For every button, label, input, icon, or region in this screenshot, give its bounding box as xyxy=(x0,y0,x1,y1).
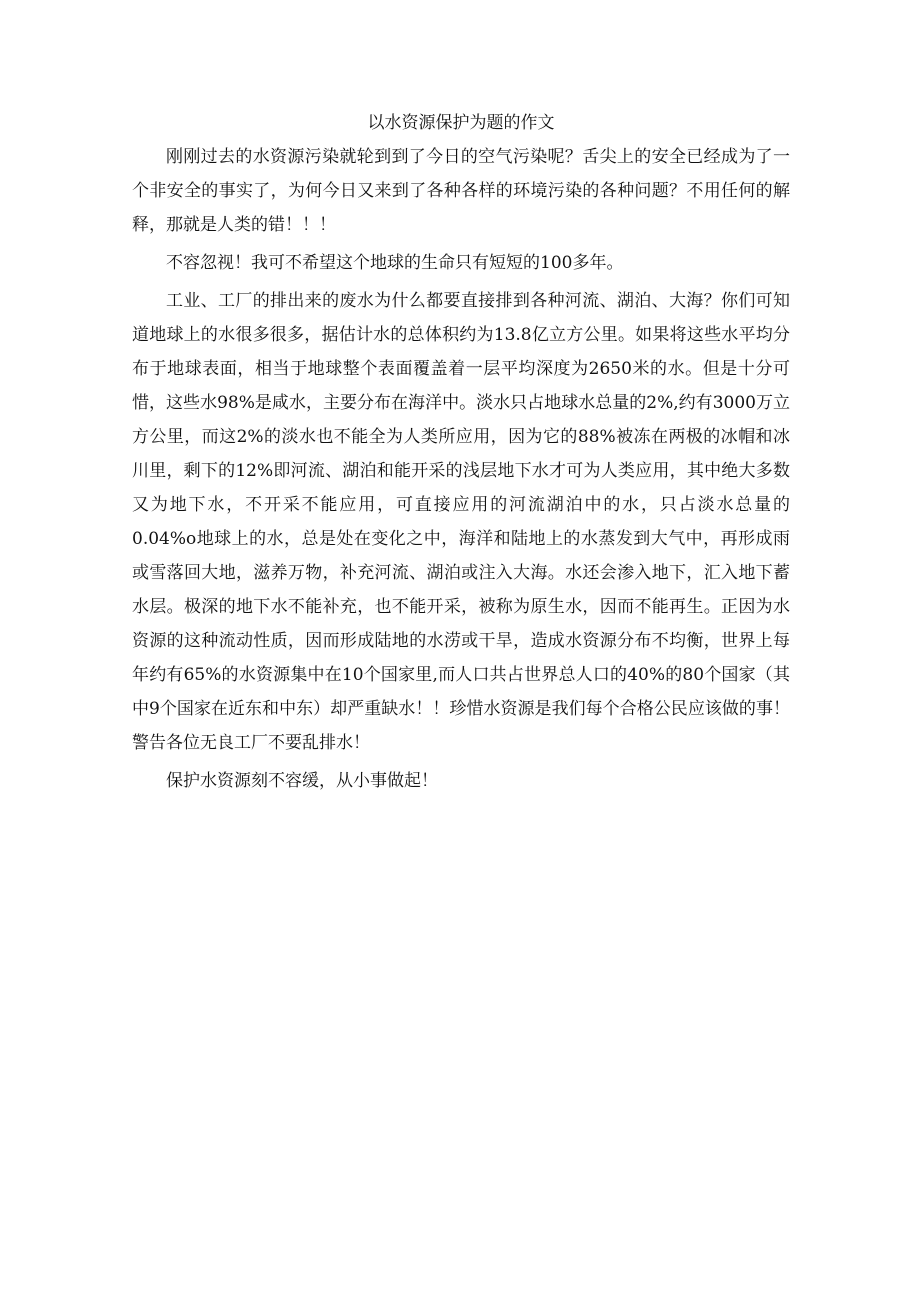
paragraph-2: 不容忽视！我可不希望这个地球的生命只有短短的100多年。 xyxy=(166,253,624,273)
paragraph-3: 工业、工厂的排出来的废水为什么都要直接排到各种河流、湖泊、大海？你们可知道地球上的水很多很多，据估计水的总体积约为13.8亿立方公里。如果将这些水平均分布于地球表面，相当于地球整个表面覆盖着一层平均深度为2650米的水。但是十分可惜，这些水98%是咸水，主要分布在海洋中。淡水只占地球水总量的2%,约有3000万立方公里，而这2%的淡水也不能全为人类所应用，因为它的88%被冻在两极的冰帽和冰川里，剩下的12%即河流、湖泊和能开采的浅层地下水才可为人类应用，其中绝大多数又为地下水，不开采不能应用，可直接应用的河流湖泊中的水，只占淡水总量的0.04%o地球上的水，总是处在变化之中，海洋和陆地上的水蒸发到大气中，再形成雨或雪落回大地，滋养万物，补充河流、湖泊或注入大海。水还会渗入地下，汇入地下蓄水层。极深的地下水不能补充，也不能开采，被称为原生水，因而不能再生。正因为水资源的这种流动性质，因而形成陆地的水涝或干旱，造成水资源分布不均衡，世界上每年约有65%的水资源集中在10个国家里,而人口共占世界总人口的40%的80个国家（其中9个国家在近东和中东）却严重缺水！！珍惜水资源是我们每个合格公民应该做的事！警告各位无良工厂不要乱排水！ xyxy=(132,291,790,753)
paragraph-1: 刚刚过去的水资源污染就轮到到了今日的空气污染呢？舌尖上的安全已经成为了一个非安全的事实了，为何今日又来到了各种各样的环境污染的各种问题？不用任何的解释，那就是人类的错！！！ xyxy=(132,147,790,235)
essay-body xyxy=(132,106,790,802)
essay-title: 以水资源保护为题的作文 xyxy=(367,113,555,133)
paragraph-4: 保护水资源刻不容缓，从小事做起！ xyxy=(166,771,438,791)
